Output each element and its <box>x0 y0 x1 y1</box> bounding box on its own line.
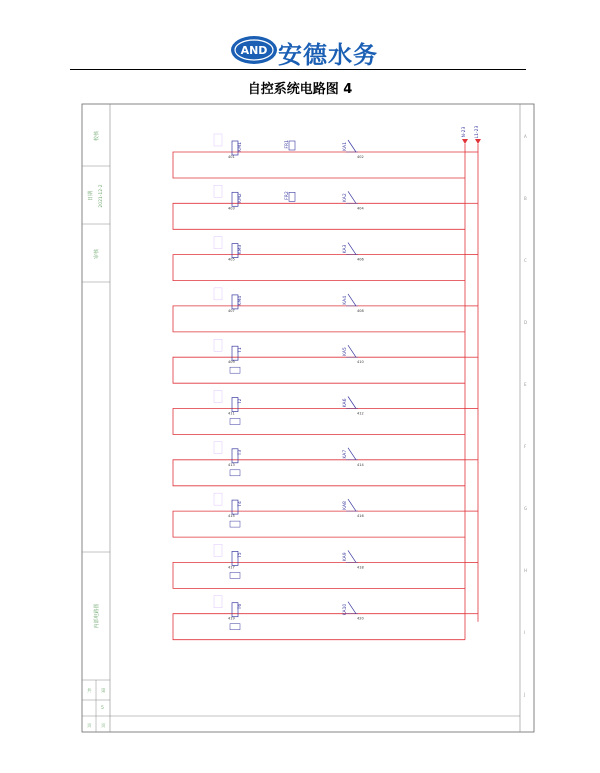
wire-number-right: 418 <box>357 565 364 570</box>
coil-notes <box>214 288 222 300</box>
wire-number-left: 409 <box>228 360 235 365</box>
page-label-gong: 共 <box>87 689 92 694</box>
rung-wire <box>173 357 465 383</box>
timer-symbol <box>230 624 240 630</box>
contact-label: KA1 <box>343 142 348 151</box>
coil-notes <box>214 596 222 608</box>
rung-wire <box>173 152 465 178</box>
contact-symbol <box>348 243 356 255</box>
strip-label-check: 校核 <box>94 130 100 142</box>
rung-wire <box>173 460 465 486</box>
contact-symbol <box>348 499 356 511</box>
contact-symbol <box>348 140 356 152</box>
wire-number-left: 403 <box>228 206 235 211</box>
contact-label: KA9 <box>343 552 348 562</box>
svg-text:G: G <box>524 506 528 511</box>
contact-label: KA5 <box>343 347 348 357</box>
strip-label-review: 审核 <box>94 248 100 260</box>
rung-wire <box>173 562 465 588</box>
contact-symbol <box>348 448 356 460</box>
coil-label: KM1 <box>238 142 243 152</box>
wire-number-left: 415 <box>228 514 235 519</box>
timer-symbol <box>230 367 240 373</box>
contact-label: KA8 <box>343 501 348 510</box>
coil-label: KM2 <box>238 193 243 204</box>
coil-label: KM3 <box>238 244 243 255</box>
wire-number-right: 408 <box>357 308 364 313</box>
page-label-ye: 页 <box>101 724 106 729</box>
svg-text:D: D <box>524 320 528 325</box>
contact-label: KA10 <box>343 603 348 616</box>
wire-number-left: 407 <box>228 308 235 313</box>
contact-label: KA3 <box>343 244 348 254</box>
coil-label: T4 <box>238 501 243 507</box>
supply-arrow-l <box>475 139 481 144</box>
coil-notes <box>214 339 222 351</box>
coil-notes <box>214 237 222 249</box>
coil-notes <box>214 391 222 403</box>
wire-number-right: 412 <box>357 411 364 416</box>
strip-label-drawing-type: 内部电路图 <box>94 603 100 629</box>
rung-wire <box>173 306 465 332</box>
svg-text:H: H <box>524 568 528 573</box>
rung-wire <box>173 614 465 640</box>
svg-text:I: I <box>524 630 526 635</box>
contact-label: KA4 <box>343 295 348 305</box>
coil-label: T1 <box>238 347 243 353</box>
wire-number-right: 420 <box>357 616 364 621</box>
contact-label: KA6 <box>343 398 348 408</box>
ladder-rungs <box>173 134 478 640</box>
contact-symbol <box>348 602 356 614</box>
contact-symbol <box>348 397 356 409</box>
wire-number-right: 414 <box>357 462 364 467</box>
wire-number-left: 417 <box>228 565 235 570</box>
wire-number-left: 401 <box>228 155 235 159</box>
contact-symbol <box>348 345 356 357</box>
page-label-di: 第 <box>101 689 106 694</box>
svg-text:J: J <box>524 692 526 697</box>
timer-symbol <box>230 572 240 578</box>
wire-number-left: 411 <box>228 411 235 416</box>
svg-text:B: B <box>524 196 527 201</box>
wire-number-right: 406 <box>357 257 364 262</box>
coil-notes <box>214 544 222 556</box>
thermal-relay-label: FR2 <box>285 191 290 200</box>
wire-number-right: 402 <box>357 155 364 159</box>
drawing-frame <box>82 104 534 732</box>
right-zone-markers <box>523 134 527 697</box>
coil-label: KM4 <box>238 295 243 306</box>
coil-label: T3 <box>238 449 243 456</box>
strip-date-value: 2021-12-2 <box>99 184 104 208</box>
timer-symbol <box>230 470 240 476</box>
rung-wire <box>173 409 465 435</box>
wire-number-left: 419 <box>228 616 235 621</box>
page-number-value: 5 <box>101 706 104 711</box>
wire-number-right: 410 <box>357 360 364 365</box>
supply-label-n: N-23 <box>462 126 467 138</box>
svg-text:F: F <box>524 444 527 449</box>
coil-label: T6 <box>238 603 243 610</box>
supply-arrow-n <box>462 139 468 144</box>
coil-notes <box>214 185 222 197</box>
coil-notes <box>214 442 222 454</box>
contact-symbol <box>348 550 356 562</box>
wire-number-left: 405 <box>228 257 235 262</box>
rung-wire <box>173 203 465 229</box>
wire-number-left: 413 <box>228 462 235 467</box>
rung-wire <box>173 511 465 537</box>
contact-symbol <box>348 294 356 306</box>
contact-symbol <box>348 191 356 203</box>
page-label-ye-total: 页 <box>87 724 92 729</box>
thermal-relay-label: FR1 <box>285 140 290 149</box>
rung-wire <box>173 255 465 281</box>
coil-notes <box>214 493 222 505</box>
coil-notes <box>214 134 222 146</box>
timer-symbol <box>230 521 240 527</box>
timer-symbol <box>230 419 240 425</box>
wire-number-right: 404 <box>357 206 364 211</box>
wire-number-right: 416 <box>357 514 364 519</box>
contact-label: KA7 <box>343 449 348 459</box>
svg-text:E: E <box>524 382 527 387</box>
strip-label-date: 日期 <box>88 190 94 202</box>
svg-text:A: A <box>524 134 527 139</box>
supply-label-l: L1-23 <box>475 125 480 139</box>
coil-label: T2 <box>238 398 243 405</box>
contact-label: KA2 <box>343 193 348 203</box>
coil-label: T5 <box>238 552 243 559</box>
page-title: 自控系统电路图 4 <box>247 82 353 97</box>
svg-text:C: C <box>524 258 527 263</box>
brand-name: 安德水务 <box>278 40 378 69</box>
brand-logo-text: AND <box>240 44 268 57</box>
